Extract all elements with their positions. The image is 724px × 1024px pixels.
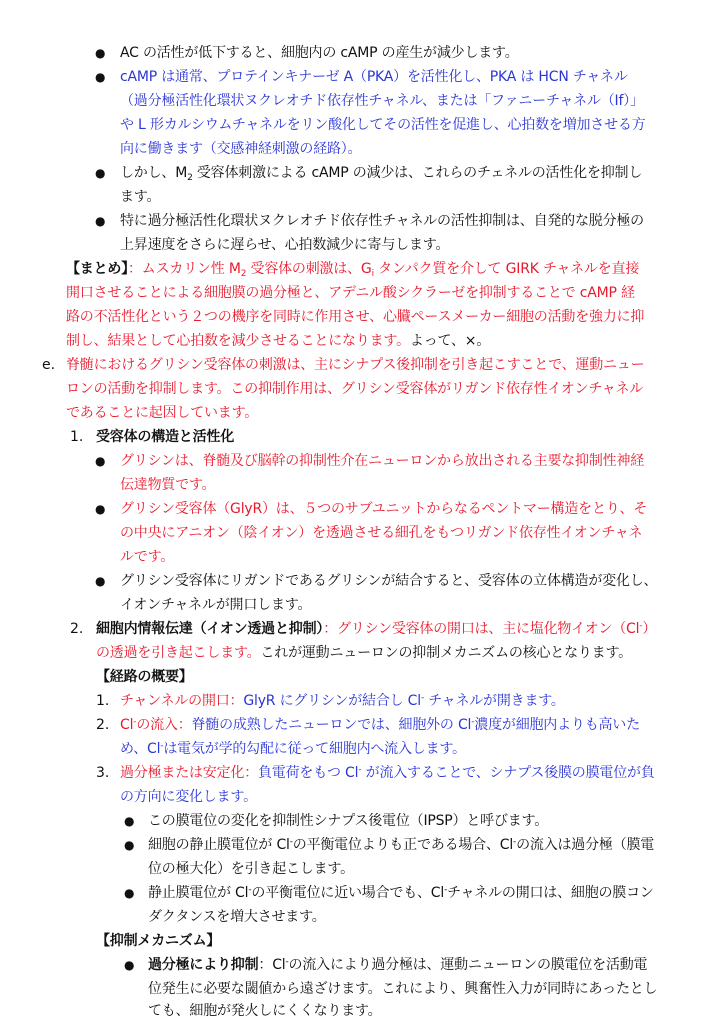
superscript: - [513, 837, 517, 847]
text-span: Cl [120, 717, 134, 733]
text-span: 濃度が細胞内よりも高いた [474, 717, 640, 733]
summary-line [66, 307, 644, 327]
text-span: 特に過分極活性化環状ヌクレオチド依存性チャネルの活性抑制は、自発的な脱分極の [120, 213, 644, 229]
text-span: の中央にアニオン（陰イオン）を透過させる細孔をもつリガンド依存性イオンチャネ [120, 525, 643, 541]
text-span: の透過を引き起こします。 [96, 645, 261, 661]
superscript: - [639, 621, 643, 631]
subheading [96, 667, 193, 687]
text-span: タンパク質を介して GIRK チャネルを直接 [373, 261, 640, 277]
superscript: - [160, 741, 164, 751]
text-span: グリシンは、脊髄及び脳幹の抑制性介在ニューロンから放出される主要な抑制性神経 [120, 453, 645, 469]
text-span: ） [642, 621, 657, 637]
bullet-dot: ● [124, 814, 135, 828]
text-span: 静止膜電位が Cl [148, 885, 249, 901]
text-span: 過分極または安定化： [120, 765, 258, 781]
text-span: これが運動ニューロンの抑制メカニズムの核心となります。 [260, 645, 632, 661]
paragraph-line [66, 379, 643, 399]
text-span: の平衡電位に近い場合でも、Cl [251, 885, 445, 901]
text-span: ：Cl [258, 957, 286, 973]
text-span: チャンネルの開口： [120, 693, 244, 709]
list-number: 2. [70, 621, 84, 637]
bullet-text [120, 547, 174, 567]
bullet-text [120, 523, 642, 543]
bullet-text [120, 211, 644, 231]
text-span: 伝達物質です。 [120, 477, 216, 493]
text-span: の流入は過分極（膜電 [516, 837, 655, 853]
bullet-text [120, 595, 311, 615]
summary-line [66, 331, 490, 351]
text-span: の方向に変化します。 [120, 789, 257, 805]
bullet-dot: ● [124, 838, 135, 852]
bullet-text [120, 163, 642, 183]
section-heading [96, 619, 656, 639]
text-span: グリシン受容体にリガンドであるグリシンが結合すると、受容体の立体構造が変化し、 [120, 573, 658, 589]
text-span: グリシン受容体（GlyR）は、５つのサブユニットからなるペントマー構造をとり、そ [120, 501, 648, 517]
bullet-text [120, 187, 160, 207]
numbered-item [120, 763, 655, 783]
text-span: ます。 [120, 189, 161, 205]
text-span: ：グリシン受容体の開口は、主に塩化物イオン（Cl [323, 621, 640, 637]
bullet-text [148, 1001, 381, 1021]
text-span: ロンの活動を抑制します。この抑制作用は、グリシン受容体がリガンド依存性イオンチャネル [66, 381, 644, 397]
text-span: 位発生に必要な閾値から遠ざけます。これにより、興奮性入力が同時にあったとし [148, 981, 658, 997]
text-span: 上昇速度をさらに遅らせ、心拍数減少に寄与します。 [120, 237, 450, 253]
item-marker-e: e. [42, 357, 56, 373]
text-span: cAMP は通常、プロテインキナーゼ A（PKA）を活性化し、PKA は HCN チャネル [120, 69, 628, 85]
subscript: 2 [187, 173, 193, 183]
bullet-text [120, 91, 644, 111]
subscript: 2 [240, 269, 247, 279]
text-span: 脊髄におけるグリシン受容体の刺激は、主にシナプス後抑制を引き起こすことで、運動ニュー [66, 357, 645, 373]
numbered-item [120, 715, 640, 735]
superscript: - [420, 693, 425, 703]
paragraph-line [66, 355, 644, 375]
text-span: ても、細胞が発火しにくくなります。 [148, 1003, 382, 1019]
bullet-dot: ● [124, 958, 135, 972]
list-number: 3. [96, 765, 110, 781]
list-number: 1. [70, 429, 84, 445]
bullet-text [148, 883, 654, 903]
text-span: 細胞の静止膜電位が Cl [148, 837, 290, 853]
bullet-text [148, 907, 326, 927]
list-number: 2. [96, 717, 110, 733]
superscript: - [444, 885, 448, 895]
summary-label: 【まとめ】 [66, 261, 128, 277]
text-span: （過分極活性化環状ヌクレオチド依存性チャネル、または「ファニーチャネル（If）」 [120, 93, 644, 109]
text-span: 受容体の構造と活性化 [96, 429, 234, 445]
summary-line [66, 283, 635, 303]
text-span: 路の不活性化という２つの機序を同時に作用させ、心臓ペースメーカー細胞の活動を強力に抑 [66, 309, 645, 325]
bullet-text [120, 43, 519, 63]
text-span: 受容体刺激による cAMP の減少は、これらのチェネルの活性化を抑制し [192, 165, 643, 181]
text-span: ：ムスカリン性 M [128, 261, 241, 277]
bullet-text [120, 499, 647, 519]
verdict-text: よって、×。 [409, 333, 491, 349]
text-span: 受容体の刺激は、G [246, 261, 372, 277]
paragraph-line [66, 403, 258, 423]
text-span: は電気が学的勾配に従って細胞内へ流入します。 [163, 741, 466, 757]
text-span: の流入により過分極は、運動ニューロンの膜電位を活動電 [288, 957, 648, 973]
numbered-item [120, 787, 257, 807]
bullet-text [120, 115, 646, 135]
text-span: GlyR にグリシンが結合し Cl [243, 693, 421, 709]
text-span: 位の極大化）を引き起こします。 [148, 861, 354, 877]
text-span: め、Cl [120, 741, 161, 757]
text-span: しかし、M [120, 165, 188, 181]
bullet-text [120, 475, 215, 495]
text-span: この膜電位の変化を抑制性シナプス後電位（IPSP）と呼びます。 [148, 813, 549, 829]
section-heading [96, 427, 234, 447]
bullet-text [120, 67, 628, 87]
text-span: チャネルが開きます。 [424, 693, 565, 709]
summary-line [66, 259, 639, 279]
text-span: 開口させることによる細胞膜の過分極と、アデニル酸シクラーゼを抑制することで cAMP 経 [66, 285, 635, 301]
text-span: ダクタンスを増大させます。 [148, 909, 326, 925]
text-span: 【経路の概要】 [96, 669, 193, 685]
list-number: 1. [96, 693, 110, 709]
bullet-text [148, 979, 657, 999]
bullet-text [120, 139, 361, 159]
numbered-item [120, 691, 565, 711]
superscript: - [358, 765, 362, 775]
text-span: 負電荷をもつ Cl [258, 765, 359, 781]
bullet-text [148, 955, 647, 975]
bullet-text [148, 859, 354, 879]
superscript: - [471, 717, 475, 727]
bullet-dot: ● [95, 454, 106, 468]
paragraph-line [96, 643, 632, 663]
text-span: や L 形カルシウムチャネルをリン酸化してその活性を促進し、心拍数を増加させる方 [120, 117, 646, 133]
text-span: の平衡電位よりも正である場合、Cl [292, 837, 514, 853]
superscript: - [289, 837, 293, 847]
bullet-text [120, 235, 449, 255]
text-span: 向に働きます（交感神経刺激の経路）。 [120, 141, 362, 157]
bullet-text [148, 811, 548, 831]
bullet-dot: ● [95, 574, 106, 588]
bullet-text [120, 571, 657, 591]
text-span: 制し、結果として心拍数を減少させることになります。 [66, 333, 410, 349]
numbered-item [120, 739, 466, 759]
bullet-dot: ● [95, 46, 106, 60]
text-span: の流入： [136, 717, 192, 733]
bullet-text [120, 451, 644, 471]
text-span: であることに起因しています。 [66, 405, 259, 421]
text-span: が流入することで、シナプス後膜の膜電位が負 [361, 765, 655, 781]
bullet-dot: ● [95, 166, 106, 180]
bullet-dot: ● [95, 214, 106, 228]
bullet-dot: ● [95, 70, 106, 84]
text-span: 細胞内情報伝達（イオン透過と抑制） [96, 621, 324, 637]
text-span: 【抑制メカニズム】 [96, 933, 221, 949]
text-span: 過分極により抑制 [148, 957, 259, 973]
bullet-dot: ● [124, 886, 135, 900]
superscript: - [285, 957, 289, 967]
subscript: i [371, 269, 374, 279]
text-span: 脊髄の成熟したニューロンでは、細胞外の Cl [191, 717, 472, 733]
superscript: - [133, 717, 137, 727]
text-span: イオンチャネルが開口します。 [120, 597, 312, 613]
subheading [96, 931, 220, 951]
text-span: AC の活性が低下すると、細胞内の cAMP の産生が減少します。 [120, 45, 519, 61]
bullet-text [148, 835, 654, 855]
text-span: チャネルの開口は、細胞の膜コン [447, 885, 654, 901]
bullet-dot: ● [95, 502, 106, 516]
text-span: ルです。 [120, 549, 175, 565]
superscript: - [248, 885, 252, 895]
